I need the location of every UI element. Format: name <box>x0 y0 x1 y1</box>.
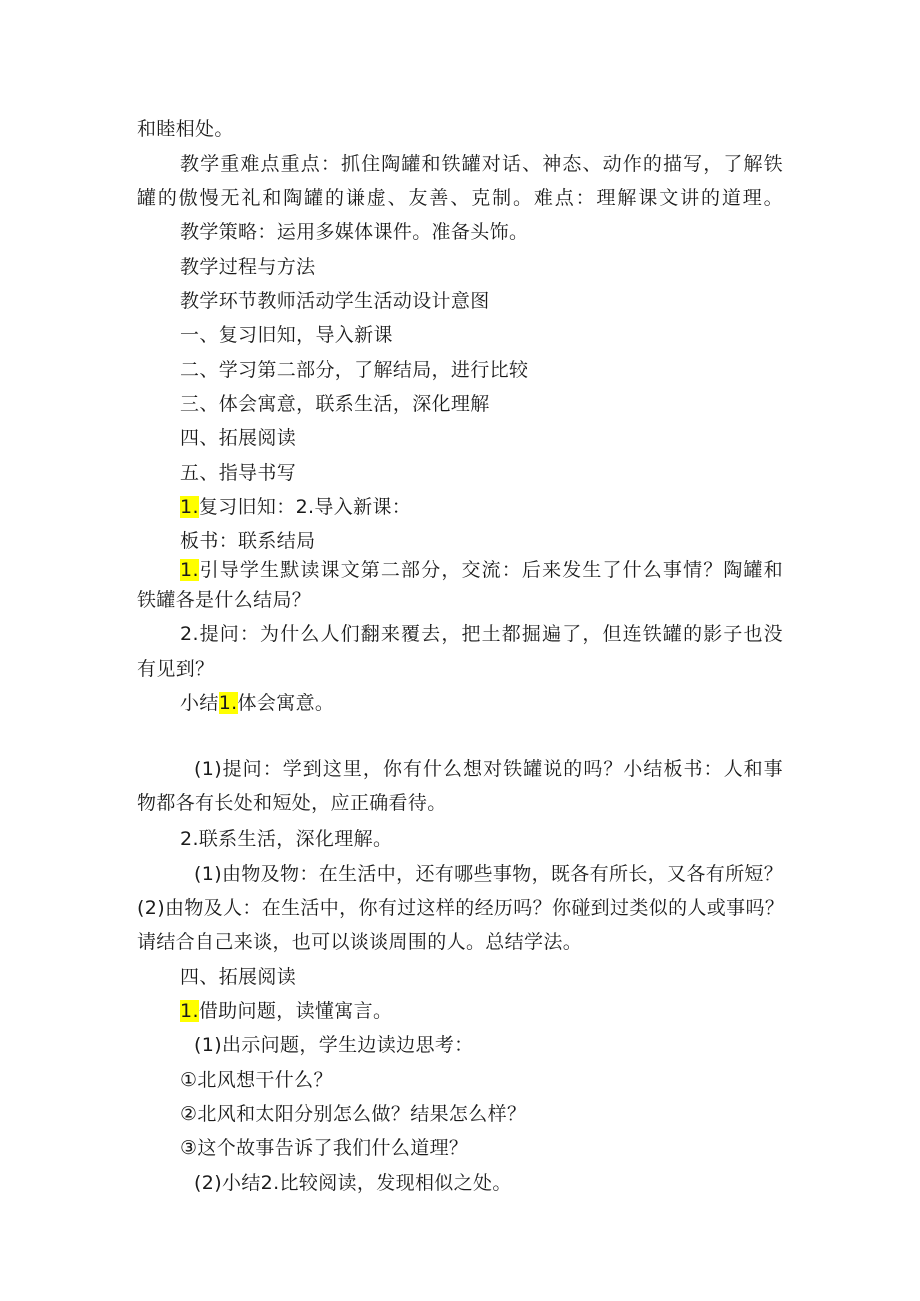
text-segment: 罐的傲慢无礼和陶罐的谦虚、友善、克制。难点：理解课文讲的道理。 <box>137 187 783 209</box>
text-segment: 一、复习旧知，导入新课 <box>180 324 393 346</box>
text-line <box>180 215 528 249</box>
text-line <box>137 112 234 146</box>
highlighted-number: 1. <box>180 559 199 581</box>
highlighted-number: 1. <box>180 1000 199 1022</box>
text-segment: 二、学习第二部分，了解结局，进行比较 <box>180 359 529 381</box>
text-line <box>180 994 392 1028</box>
text-line <box>180 284 490 318</box>
text-line <box>194 752 783 786</box>
text-segment: 2.联系生活，深化理解。 <box>180 828 393 850</box>
text-line <box>137 583 311 617</box>
text-segment: ②北风和太阳分别怎么做？结果怎么样？ <box>180 1103 527 1125</box>
text-line <box>180 822 392 856</box>
text-segment: (1)出示问题，学生边读边思考： <box>194 1034 474 1056</box>
highlighted-number: 1. <box>180 496 199 518</box>
text-segment: 板书：联系结局 <box>180 530 316 552</box>
text-segment: 铁罐各是什么结局？ <box>137 589 312 611</box>
text-line <box>180 421 296 455</box>
text-segment: (1)提问：学到这里，你有什么想对铁罐说的吗？小结板书：人和事 <box>194 758 783 780</box>
text-line <box>137 786 447 820</box>
text-line <box>137 891 783 925</box>
text-line <box>180 1131 468 1165</box>
text-line <box>137 181 783 215</box>
text-segment: 物都各有长处和短处，应正确看待。 <box>137 792 447 814</box>
text-segment: 教学策略：运用多媒体课件。准备头饰。 <box>180 221 529 243</box>
text-line <box>180 1063 333 1097</box>
text-segment: 有见到？ <box>137 658 215 680</box>
text-segment: 五、指导书写 <box>180 462 297 484</box>
text-line <box>180 353 528 387</box>
text-line <box>180 147 783 181</box>
text-segment: 教学环节教师活动学生活动设计意图 <box>180 290 490 312</box>
text-line <box>194 857 783 891</box>
text-segment: 和睦相处。 <box>137 118 234 140</box>
text-line <box>180 318 393 352</box>
text-segment: 教学重难点重点：抓住陶罐和铁罐对话、神态、动作的描写，了解铁 <box>180 153 783 175</box>
text-line <box>194 1166 512 1200</box>
text-segment: 小结 <box>180 692 219 714</box>
text-segment: 请结合自己来谈，也可以谈谈周围的人。总结学法。 <box>137 931 583 953</box>
text-line <box>180 617 783 651</box>
text-segment: 三、体会寓意，联系生活，深化理解 <box>180 393 490 415</box>
text-segment: 复习旧知：2.导入新课： <box>198 496 412 518</box>
text-line <box>180 1097 526 1131</box>
text-segment: 四、拓展阅读 <box>180 427 297 449</box>
text-line <box>180 686 334 720</box>
text-line <box>180 490 411 524</box>
text-segment: (2)由物及人：在生活中，你有过这样的经历吗？你碰到过类似的人或事吗？ <box>137 897 785 919</box>
text-line <box>180 456 296 490</box>
text-segment: 借助问题，读懂寓言。 <box>198 1000 393 1022</box>
text-segment: ③这个故事告诉了我们什么道理？ <box>180 1137 469 1159</box>
text-segment: 四、拓展阅读 <box>180 966 297 988</box>
text-line <box>137 925 582 959</box>
text-line <box>137 652 214 686</box>
text-segment: 引导学生默读课文第二部分，交流：后来发生了什么事情？陶罐和 <box>198 559 783 581</box>
text-line <box>180 387 490 421</box>
text-segment: (2)小结2.比较阅读，发现相似之处。 <box>194 1172 512 1194</box>
text-line <box>180 250 315 284</box>
text-segment: ①北风想干什么？ <box>180 1069 333 1091</box>
text-segment: 教学过程与方法 <box>180 256 316 278</box>
highlighted-number: 1. <box>218 692 238 714</box>
text-line <box>180 960 296 994</box>
text-segment: (1)由物及物：在生活中，还有哪些事物，既各有所长，又各有所短？ <box>194 863 784 885</box>
text-line <box>194 1028 474 1062</box>
text-segment: 2.提问：为什么人们翻来覆去，把土都掘遍了，但连铁罐的影子也没 <box>180 623 783 645</box>
text-line <box>180 553 783 587</box>
text-segment: 体会寓意。 <box>237 692 335 714</box>
